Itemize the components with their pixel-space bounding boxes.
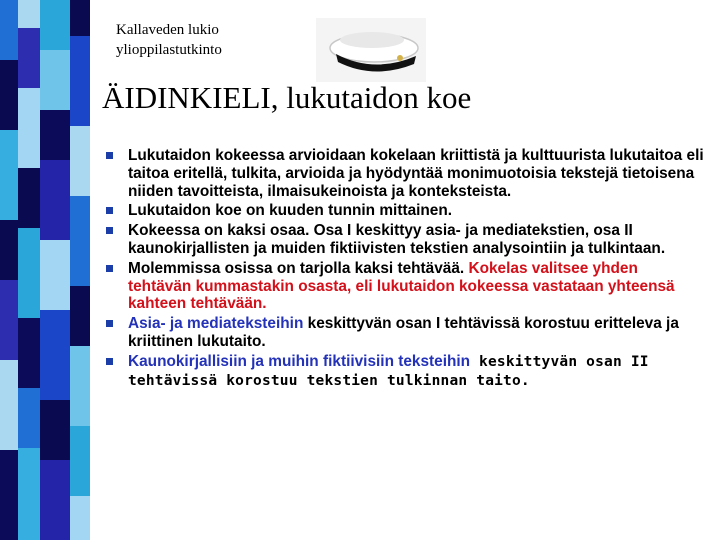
exam-name: ylioppilastutkinto <box>116 42 222 58</box>
bullet-list <box>104 147 704 390</box>
bullet-text: keskittyvän osan I tehtävissä korostuu eritteleva ja kriittinen lukutaito. <box>128 315 679 350</box>
square-bullet-icon <box>106 152 113 159</box>
square-bullet-icon <box>106 358 113 365</box>
square-bullet-icon <box>106 265 113 272</box>
bullet-item <box>104 202 704 220</box>
decorative-color-stripe <box>0 0 90 540</box>
school-name: Kallaveden lukio <box>116 22 219 38</box>
bullet-item <box>104 260 704 313</box>
square-bullet-icon <box>106 207 113 214</box>
bullet-item <box>104 147 704 200</box>
bullet-emphasis-red: Kokelas valitsee yhden tehtävän kummastakin osasta, eli lukutaidon kokeessa vastataan yhteensä kahteen tehtävään. <box>128 259 675 313</box>
page-title: ÄIDINKIELI, lukutaidon koe <box>102 80 472 115</box>
bullet-text: Lukutaidon kokeessa arvioidaan kokelaan kriittistä ja kulttuurista lukutaitoa eli taitoa eritellä, tulkita, arvioida ja hyödyntää monimuotoisia tekstejä tietoisena niiden tavoitteista, ilmaisukeinoista ja konteksteista. <box>128 147 704 200</box>
bullet-text: keskittyvän osan II tehtävissä korostuu tekstien tulkinnan taito. <box>128 353 649 389</box>
bullet-item <box>104 353 704 391</box>
bullet-text: Lukutaidon koe on kuuden tunnin mittainen. <box>128 202 453 220</box>
square-bullet-icon <box>106 227 113 234</box>
square-bullet-icon <box>106 320 113 327</box>
bullet-emphasis-blue: Kaunokirjallisiin ja muihin fiktiivisiin teksteihin <box>128 352 471 370</box>
student-cap-image <box>316 18 426 82</box>
bullet-item <box>104 222 704 258</box>
bullet-text: Molemmissa osissa on tarjolla kaksi tehtävää. <box>128 259 469 277</box>
bullet-text: Kokeessa on kaksi osaa. Osa I keskittyy asia- ja mediatekstien, osa II kaunokirjallisten ja muiden fiktiivisten tekstien analysointiin ja tulkintaan. <box>128 222 666 257</box>
bullet-item <box>104 315 704 351</box>
bullet-emphasis-blue: Asia- ja mediateksteihin <box>128 315 304 333</box>
